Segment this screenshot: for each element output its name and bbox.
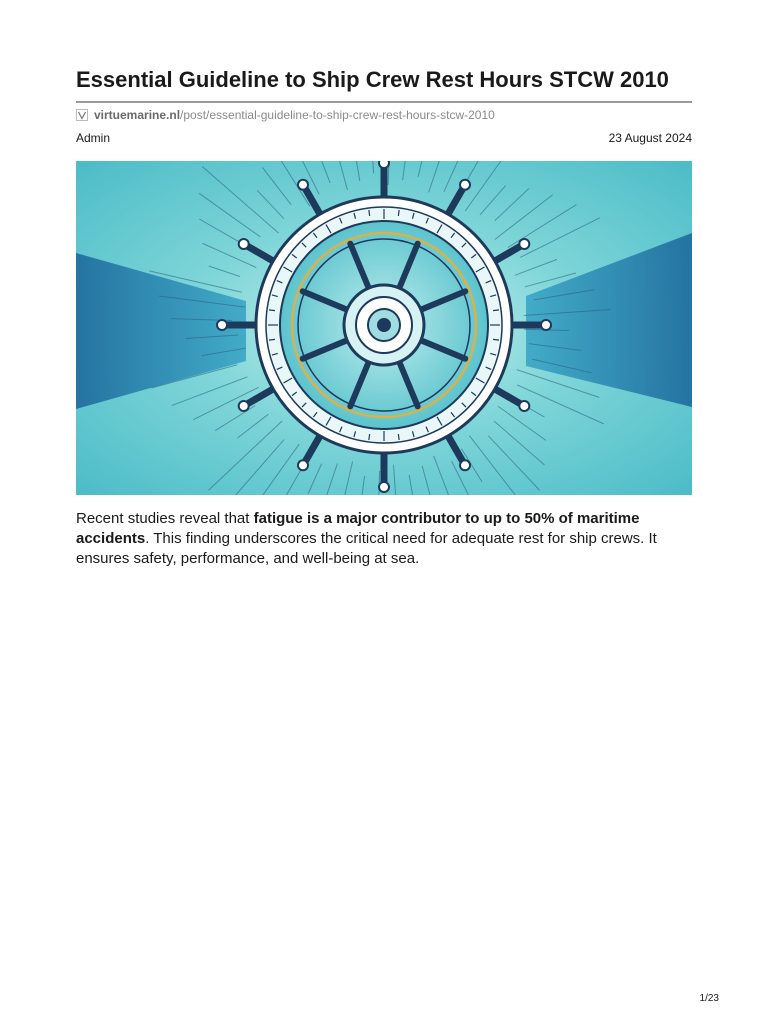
site-favicon-icon [76, 109, 88, 121]
page-indicator: 1/23 [699, 993, 719, 1004]
source-domain-link[interactable]: virtuemarine.nl [94, 108, 181, 122]
document-page [76, 66, 692, 584]
intro-text-bold: fatigue is a major contributor to up to 50% of maritime accidents [76, 510, 640, 547]
intro-paragraph [76, 509, 692, 569]
article-meta [76, 131, 692, 145]
author-name: Admin [76, 131, 111, 145]
source-line [76, 108, 692, 122]
publish-date: 23 August 2024 [608, 131, 692, 145]
source-path-link[interactable]: /post/essential-guideline-to-ship-crew-rest-hours-stcw-2010 [180, 108, 495, 122]
hero-ship-wheel-image [76, 161, 692, 495]
intro-text-end: . This finding underscores the critical need for adequate rest for ship crews. It ensures safety, performance, and well-being at sea. [76, 530, 657, 567]
article-title: Essential Guideline to Ship Crew Rest Hours STCW 2010 [76, 67, 669, 92]
title-divider [76, 101, 692, 103]
intro-text-start: Recent studies reveal that [76, 510, 254, 527]
